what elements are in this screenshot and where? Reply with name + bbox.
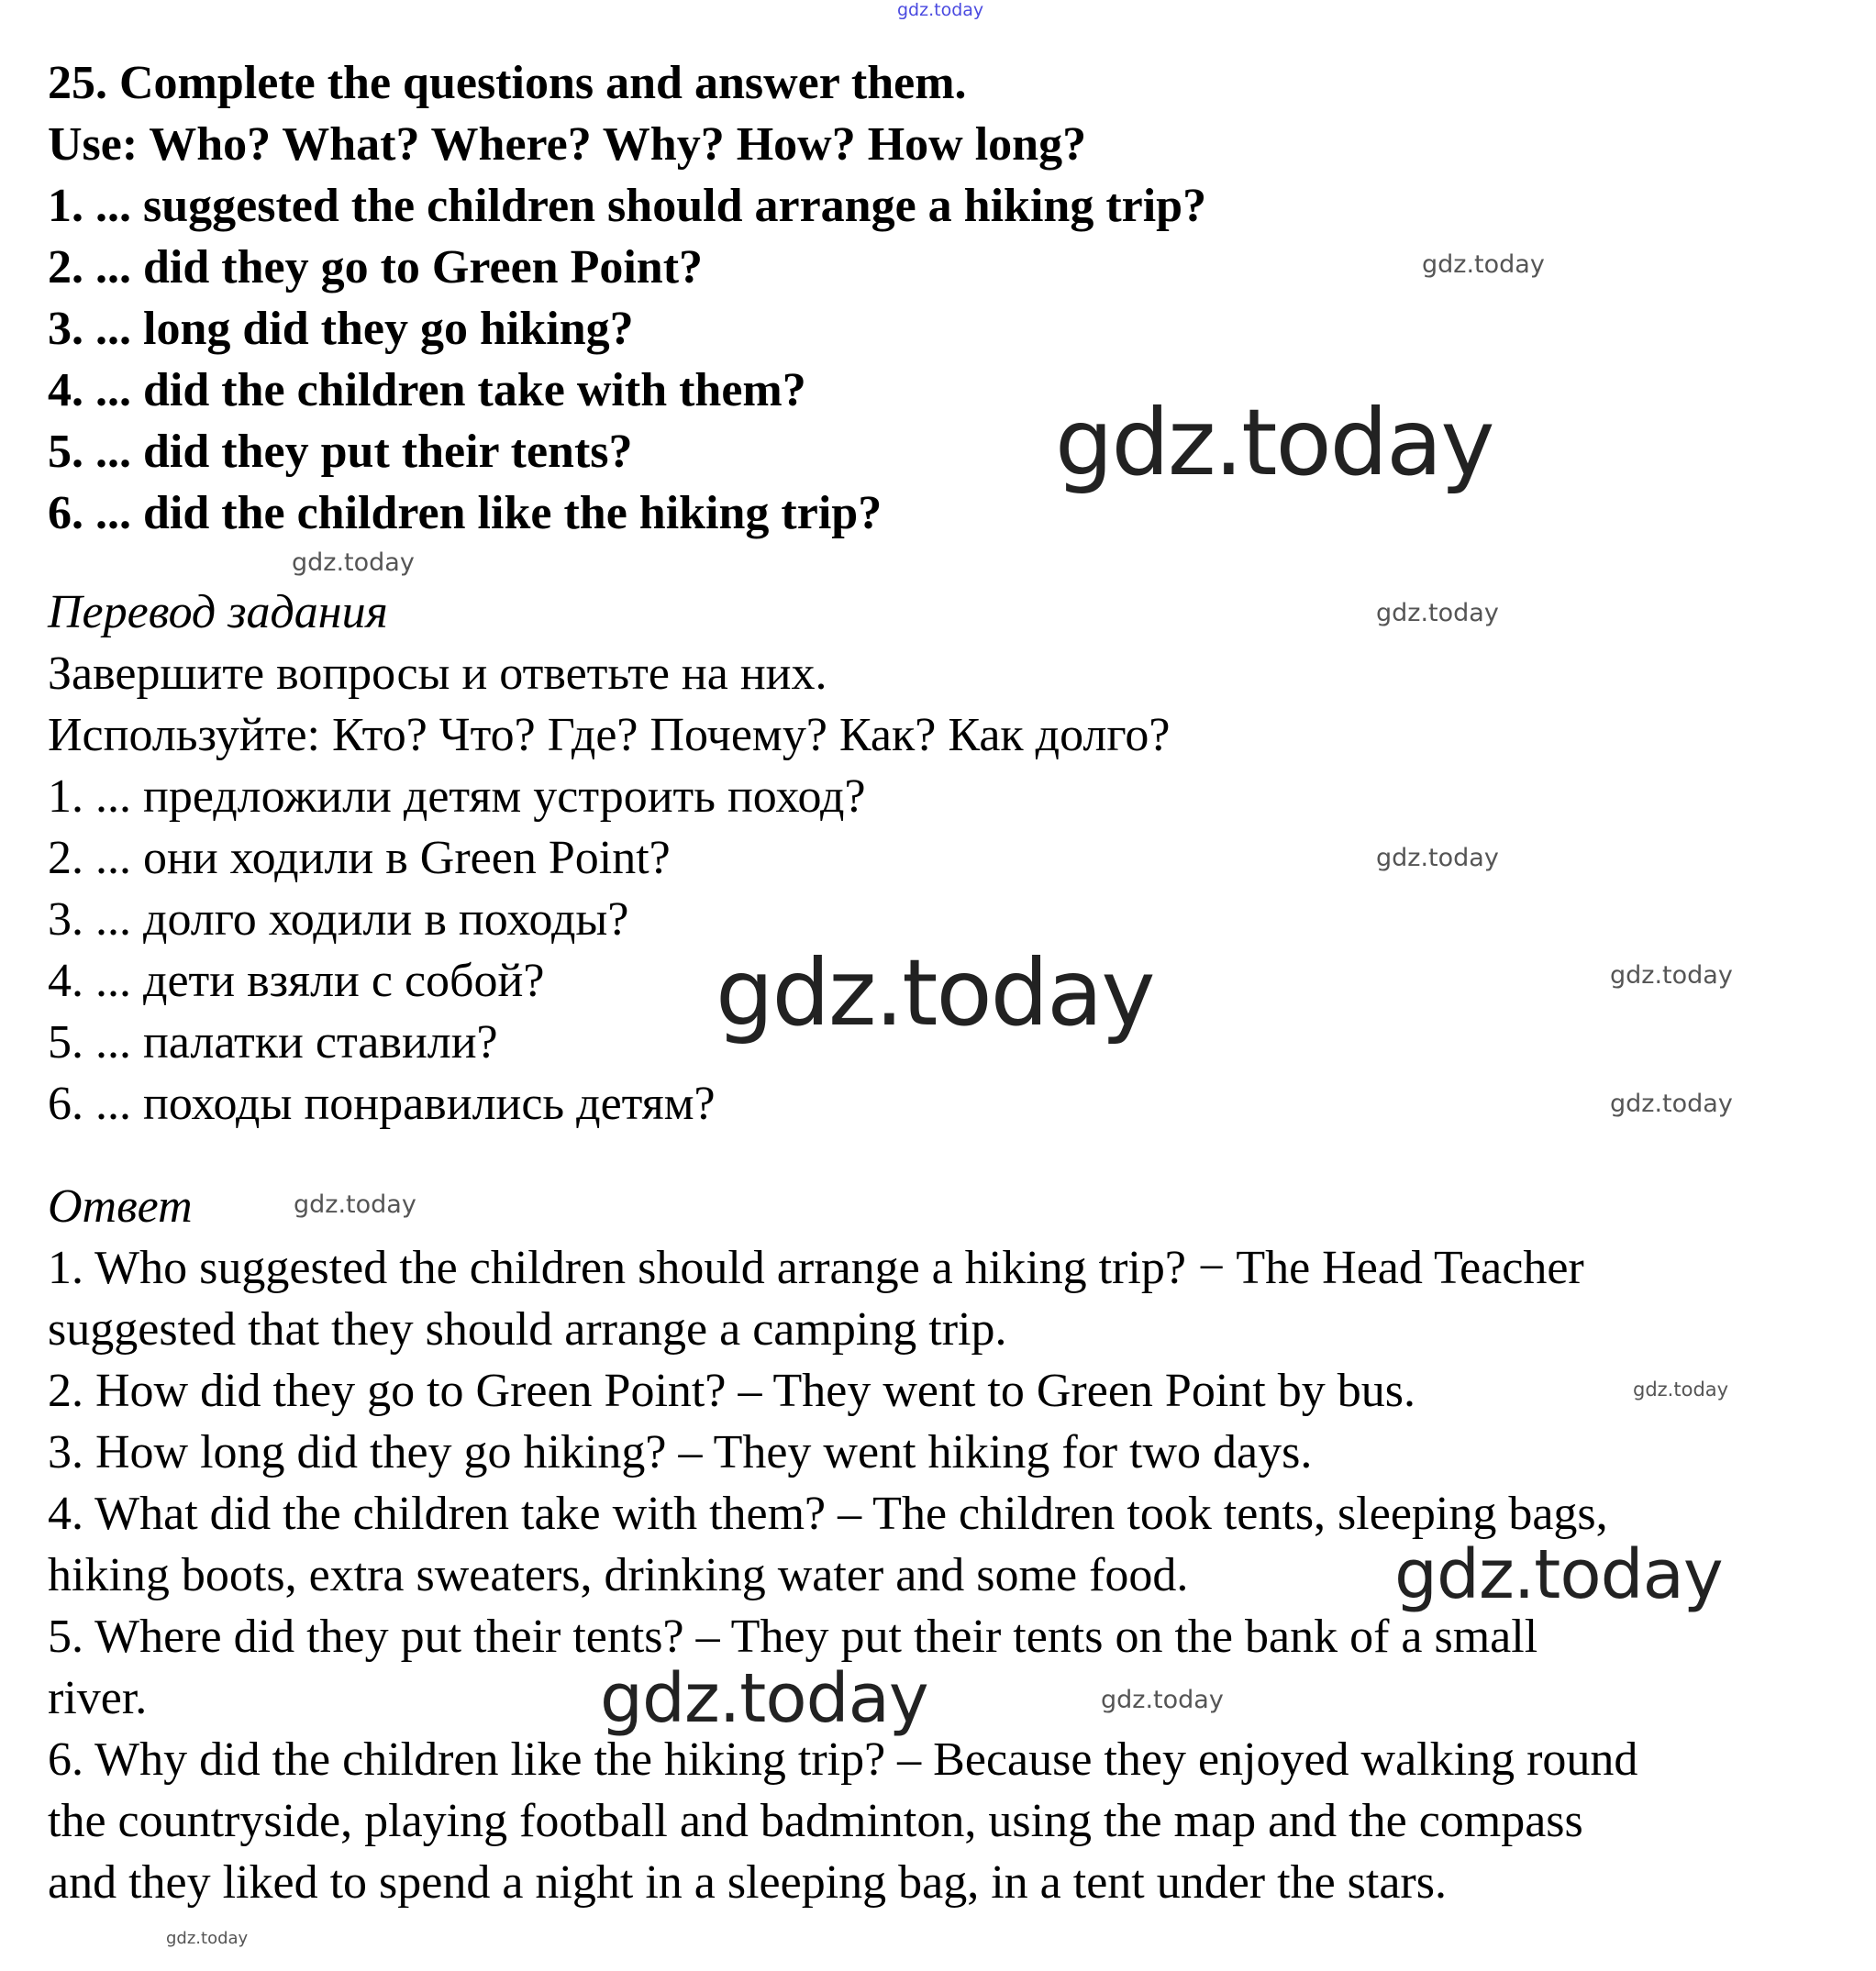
task-block [48, 52, 1206, 544]
watermark: gdz.today [1633, 1379, 1729, 1401]
answer-line: river. [48, 1672, 148, 1724]
answer-line: 3. How long did they go hiking? – They went hiking for two days. [48, 1426, 1313, 1478]
answer-line: 2. How did they go to Green Point? – They went to Green Point by bus. [48, 1365, 1415, 1417]
answer-line: and they liked to spend a night in a sleeping bag, in a tent under the stars. [48, 1856, 1447, 1909]
answer-line: hiking boots, extra sweaters, drinking water and some food. [48, 1549, 1189, 1601]
translation-title: Завершите вопросы и ответьте на них. [48, 648, 827, 700]
answer-line: 5. Where did they put their tents? – They put their tents on the bank of a small [48, 1611, 1538, 1663]
translation-question: 3. ... долго ходили в походы? [48, 893, 629, 946]
question: 2. ... did they go to Green Point? [48, 241, 704, 293]
watermark: gdz.today [1610, 961, 1733, 990]
answer-heading: Ответ [48, 1180, 193, 1233]
translation-question: 4. ... дети взяли с собой? [48, 955, 545, 1007]
watermark: gdz.today [1055, 389, 1493, 496]
translation-use: Используйте: Кто? Что? Где? Почему? Как? Как долго? [48, 709, 1171, 761]
watermark: gdz.today [600, 1659, 928, 1738]
translation-question: 1. ... предложили детям устроить поход? [48, 770, 866, 823]
watermark: gdz.today [1101, 1686, 1224, 1714]
translation-block [48, 581, 1171, 1135]
answer-line: suggested that they should arrange a camping trip. [48, 1303, 1007, 1356]
watermark: gdz.today [1610, 1090, 1733, 1118]
watermark: gdz.today [166, 1929, 249, 1948]
question: 1. ... suggested the children should arrange a hiking trip? [48, 180, 1207, 232]
watermark: gdz.today [1376, 844, 1499, 872]
watermark: gdz.today [292, 548, 415, 577]
question: 3. ... long did they go hiking? [48, 303, 634, 355]
task-title: 25. Complete the questions and answer them. [48, 57, 967, 109]
watermark: gdz.today [716, 939, 1154, 1046]
task-use: Use: Who? What? Where? Why? How? How long? [48, 118, 1087, 171]
answer-line: the countryside, playing football and badminton, using the map and the compass [48, 1795, 1583, 1847]
answer-line: 6. Why did the children like the hiking trip? – Because they enjoyed walking round [48, 1733, 1638, 1786]
watermark: gdz.today [294, 1190, 416, 1219]
question: 5. ... did they put their tents? [48, 426, 633, 478]
translation-question: 5. ... палатки ставили? [48, 1016, 498, 1069]
watermark: gdz.today [1376, 599, 1499, 627]
watermark: gdz.today [1394, 1535, 1723, 1614]
answer-line: 1. Who suggested the children should arrange a hiking trip? − The Head Teacher [48, 1242, 1584, 1294]
watermark: gdz.today [897, 0, 984, 20]
translation-question: 2. ... они ходили в Green Point? [48, 832, 671, 884]
translation-heading: Перевод задания [48, 586, 388, 638]
question: 6. ... did the children like the hiking trip? [48, 487, 882, 539]
question: 4. ... did the children take with them? [48, 364, 806, 416]
translation-question: 6. ... походы понравились детям? [48, 1078, 716, 1130]
answer-line: 4. What did the children take with them? – The children took tents, sleeping bags, [48, 1488, 1608, 1540]
watermark: gdz.today [1422, 250, 1545, 279]
